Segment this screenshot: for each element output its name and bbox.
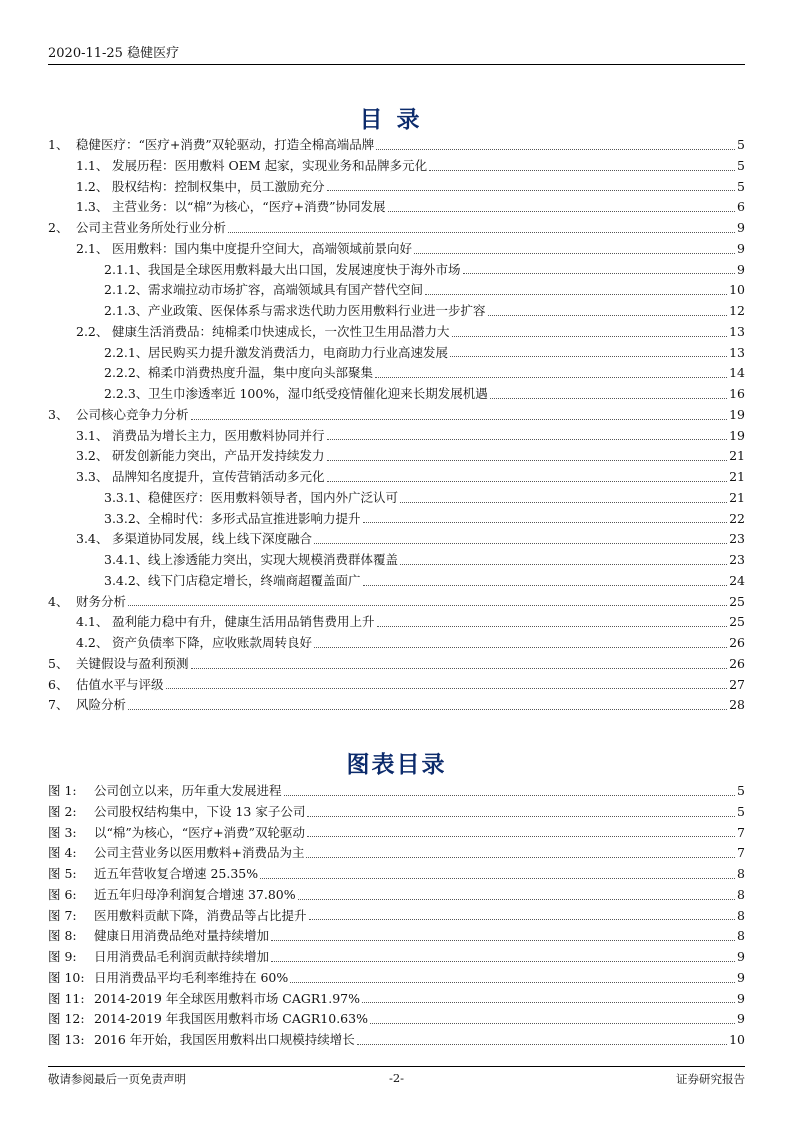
figure-entry-number: 图 3:	[48, 824, 77, 840]
figure-entry-page: 8	[737, 907, 745, 923]
toc-entry-number: 5、	[48, 655, 69, 671]
figure-entry[interactable]	[48, 1030, 745, 1051]
toc-entry-text: 健康生活消费品：纯棉柔巾快速成长，一次性卫生用品潜力大	[112, 323, 450, 339]
toc-entry[interactable]	[48, 363, 745, 384]
dot-leader	[357, 1044, 727, 1045]
figure-entry-text: 近五年营收复合增速 25.35%	[94, 866, 259, 882]
toc-entry-page: 22	[729, 510, 745, 526]
dot-leader	[271, 961, 735, 962]
toc-entry-page: 21	[729, 448, 745, 464]
figure-entry-number: 图 4:	[48, 845, 77, 861]
figure-entry-text: 近五年归母净利润复合增速 37.80%	[94, 886, 296, 902]
toc-entry-number: 1.3、	[76, 199, 109, 215]
figure-entry-text: 2014-2019 年全球医用敷料市场 CAGR1.97%	[94, 990, 360, 1006]
toc-entry[interactable]	[48, 467, 745, 488]
toc-entry-number: 3.3.2、	[104, 510, 149, 526]
toc-entry[interactable]	[48, 592, 745, 613]
toc-entry[interactable]	[48, 654, 745, 675]
footer-report-type: 证券研究报告	[676, 1072, 745, 1086]
toc-entry[interactable]	[48, 135, 745, 156]
figure-entry-text: 健康日用消费品绝对量持续增加	[94, 928, 270, 944]
toc-entry-page: 6	[737, 199, 745, 215]
toc-entry[interactable]	[48, 426, 745, 447]
toc-entry-page: 23	[729, 531, 745, 547]
toc-entry-number: 1.1、	[76, 157, 109, 173]
toc-entry[interactable]	[48, 529, 745, 550]
figure-entry[interactable]	[48, 823, 745, 844]
toc-entry-number: 3.3.1、	[104, 489, 149, 505]
toc-entry[interactable]	[48, 218, 745, 239]
figure-entry-text: 公司创立以来，历年重大发展进程	[94, 783, 282, 799]
dot-leader	[488, 315, 728, 316]
figure-entry-text: 日用消费品平均毛利率维持在 60%	[94, 969, 289, 985]
figure-entry[interactable]	[48, 864, 745, 885]
toc-entry-page: 26	[729, 655, 745, 671]
toc-entry-number: 2.2.1、	[104, 344, 149, 360]
figure-entry-page: 5	[737, 803, 745, 819]
toc-list	[48, 135, 745, 716]
toc-entry-text: 资产负债率下降，应收账款周转良好	[112, 635, 313, 651]
dot-leader	[400, 502, 727, 503]
figure-entry-text: 2016 年开始，我国医用敷料出口规模持续增长	[94, 1032, 355, 1048]
toc-entry-page: 5	[737, 178, 745, 194]
figure-entry[interactable]	[48, 885, 745, 906]
dot-leader	[166, 688, 728, 689]
toc-entry-number: 3.4.2、	[104, 572, 149, 588]
toc-entry-text: 全棉时代：多形式品宣推进影响力提升	[148, 510, 361, 526]
dot-leader	[298, 899, 735, 900]
dot-leader	[452, 336, 728, 337]
toc-entry[interactable]	[48, 446, 745, 467]
toc-entry-text: 主营业务：以“棉”为核心，“医疗+消费”协同发展	[112, 199, 386, 215]
figure-entry-page: 10	[729, 1032, 745, 1048]
toc-entry[interactable]	[48, 260, 745, 281]
toc-entry-page: 12	[729, 303, 745, 319]
figure-entry-text: 公司股权结构集中，下设 13 家子公司	[94, 803, 306, 819]
dot-leader	[429, 170, 735, 171]
dot-leader	[284, 795, 736, 796]
toc-entry-text: 风险分析	[76, 697, 127, 713]
toc-entry-page: 21	[729, 469, 745, 485]
dot-leader	[376, 149, 735, 150]
toc-entry-text: 关键假设与盈利预测	[76, 655, 189, 671]
toc-entry-text: 稳健医疗：“医疗+消费”双轮驱动，打造全棉高端品牌	[76, 137, 375, 153]
toc-entry-number: 2.1.1、	[104, 261, 149, 277]
figure-entry[interactable]	[48, 781, 745, 802]
dot-leader	[490, 398, 727, 399]
figure-entry-number: 图 6:	[48, 886, 77, 902]
page-number: -2-	[388, 1071, 405, 1085]
figure-entry[interactable]	[48, 968, 745, 989]
footer-divider	[48, 1066, 745, 1067]
figure-entry[interactable]	[48, 989, 745, 1010]
figure-entry[interactable]	[48, 906, 745, 927]
dot-leader	[314, 543, 727, 544]
toc-entry-text: 医用敷料：国内集中度提升空间大，高端领域前景向好	[112, 240, 413, 256]
figure-entry-number: 图 8:	[48, 928, 77, 944]
toc-entry-number: 2.1.3、	[104, 303, 149, 319]
toc-entry[interactable]	[48, 177, 745, 198]
toc-entry-number: 2、	[48, 220, 69, 236]
toc-entry[interactable]	[48, 550, 745, 571]
toc-entry[interactable]	[48, 280, 745, 301]
figure-entry-number: 图 1:	[48, 783, 77, 799]
toc-entry[interactable]	[48, 695, 745, 716]
toc-entry-page: 26	[729, 635, 745, 651]
toc-entry-text: 线下门店稳定增长，终端商超覆盖面广	[148, 572, 361, 588]
dot-leader	[363, 522, 728, 523]
toc-entry[interactable]	[48, 488, 745, 509]
toc-entry-page: 13	[729, 344, 745, 360]
figure-list	[48, 781, 745, 1051]
toc-entry-page: 24	[729, 572, 745, 588]
toc-entry-number: 2.1.2、	[104, 282, 149, 298]
toc-entry[interactable]	[48, 343, 745, 364]
dot-leader	[327, 439, 728, 440]
dot-leader	[388, 211, 736, 212]
toc-entry[interactable]	[48, 571, 745, 592]
dot-leader	[309, 919, 736, 920]
toc-entry-number: 3.4.1、	[104, 552, 149, 568]
dot-leader	[307, 836, 735, 837]
toc-entry-number: 3.4、	[76, 531, 109, 547]
toc-entry-number: 7、	[48, 697, 69, 713]
toc-entry-page: 13	[729, 323, 745, 339]
toc-entry[interactable]	[48, 405, 745, 426]
toc-entry[interactable]	[48, 675, 745, 696]
figure-entry-page: 5	[737, 783, 745, 799]
toc-entry-page: 5	[737, 137, 745, 153]
toc-entry-page: 19	[729, 406, 745, 422]
figure-entry-number: 图 9:	[48, 949, 77, 965]
dot-leader	[306, 857, 735, 858]
dot-leader	[128, 709, 727, 710]
dot-leader	[191, 419, 728, 420]
figure-entry-number: 图 10:	[48, 969, 85, 985]
figure-entry-text: 以“棉”为核心，“医疗+消费”双轮驱动	[94, 824, 306, 840]
toc-entry[interactable]	[48, 322, 745, 343]
figure-entry-number: 图 11:	[48, 990, 85, 1006]
figure-entry[interactable]	[48, 802, 745, 823]
dot-leader	[260, 878, 735, 879]
toc-entry-page: 16	[729, 386, 745, 402]
dot-leader	[307, 816, 735, 817]
toc-entry-text: 产业政策、医保体系与需求迭代助力医用敷料行业进一步扩容	[148, 303, 486, 319]
figure-entry-text: 2014-2019 年我国医用敷料市场 CAGR10.63%	[94, 1011, 368, 1027]
figure-entry-number: 图 13:	[48, 1032, 85, 1048]
toc-entry-number: 1.2、	[76, 178, 109, 194]
dot-leader	[327, 190, 736, 191]
toc-entry-page: 28	[729, 697, 745, 713]
dot-leader	[450, 356, 727, 357]
toc-entry-page: 25	[729, 593, 745, 609]
toc-entry[interactable]	[48, 384, 745, 405]
toc-entry-number: 1、	[48, 137, 69, 153]
header-divider	[48, 64, 745, 65]
toc-entry-text: 股权结构：控制权集中，员工激励充分	[112, 178, 325, 194]
toc-entry-page: 27	[729, 676, 745, 692]
figure-entry-text: 医用敷料贡献下降，消费品等占比提升	[94, 907, 307, 923]
toc-entry-text: 公司主营业务所处行业分析	[76, 220, 227, 236]
toc-entry-text: 线上渗透能力突出，实现大规模消费群体覆盖	[148, 552, 399, 568]
figure-entry-number: 图 12:	[48, 1011, 85, 1027]
toc-entry-text: 需求端拉动市场扩容，高端领域具有国产替代空间	[148, 282, 424, 298]
toc-entry-number: 2.2.2、	[104, 365, 149, 381]
toc-entry-text: 卫生巾渗透率近 100%，湿巾纸受疫情催化迎来长期发展机遇	[148, 386, 488, 402]
toc-entry[interactable]	[48, 301, 745, 322]
toc-entry-number: 3、	[48, 406, 69, 422]
toc-entry-text: 棉柔巾消费热度升温，集中度向头部聚集	[148, 365, 374, 381]
toc-entry-number: 2.2、	[76, 323, 109, 339]
figure-entry-page: 8	[737, 928, 745, 944]
toc-entry-number: 3.2、	[76, 448, 109, 464]
dot-leader	[128, 605, 727, 606]
dot-leader	[375, 377, 727, 378]
toc-entry-number: 4、	[48, 593, 69, 609]
toc-entry-text: 多渠道协同发展，线上线下深度融合	[112, 531, 313, 547]
dot-leader	[271, 940, 735, 941]
toc-entry-page: 25	[729, 614, 745, 630]
dot-leader	[370, 1023, 735, 1024]
figure-entry-page: 8	[737, 866, 745, 882]
toc-entry-page: 19	[729, 427, 745, 443]
toc-entry-page: 14	[729, 365, 745, 381]
toc-entry-number: 3.3、	[76, 469, 109, 485]
figure-entry-page: 8	[737, 886, 745, 902]
toc-entry[interactable]	[48, 509, 745, 530]
toc-entry-page: 9	[737, 261, 745, 277]
toc-entry-text: 品牌知名度提升，宣传营销活动多元化	[112, 469, 325, 485]
dot-leader	[400, 564, 727, 565]
dot-leader	[463, 273, 736, 274]
toc-entry[interactable]	[48, 197, 745, 218]
dot-leader	[191, 668, 728, 669]
toc-entry-page: 23	[729, 552, 745, 568]
figure-entry-text: 日用消费品毛利润贡献持续增加	[94, 949, 270, 965]
toc-entry-page: 5	[737, 157, 745, 173]
figure-entry-number: 图 5:	[48, 866, 77, 882]
dot-leader	[377, 626, 728, 627]
toc-entry[interactable]	[48, 612, 745, 633]
figure-entry-page: 9	[737, 1011, 745, 1027]
figure-entry[interactable]	[48, 1009, 745, 1030]
figure-entry-number: 图 7:	[48, 907, 77, 923]
toc-entry-number: 2.2.3、	[104, 386, 149, 402]
toc-entry-text: 盈利能力稳中有升，健康生活用品销售费用上升	[112, 614, 375, 630]
toc-entry[interactable]	[48, 633, 745, 654]
header-date-company: 2020-11-25 稳健医疗	[48, 46, 180, 61]
figure-entry-page: 7	[737, 845, 745, 861]
toc-entry-page: 9	[737, 220, 745, 236]
toc-entry-number: 4.1、	[76, 614, 109, 630]
figure-entry[interactable]	[48, 843, 745, 864]
toc-entry-number: 6、	[48, 676, 69, 692]
dot-leader	[228, 232, 735, 233]
toc-entry-text: 消费品为增长主力，医用敷料协同并行	[112, 427, 325, 443]
figure-entry-page: 9	[737, 990, 745, 1006]
figure-entry[interactable]	[48, 947, 745, 968]
figure-entry-page: 9	[737, 969, 745, 985]
dot-leader	[414, 253, 735, 254]
toc-entry-page: 21	[729, 489, 745, 505]
dot-leader	[327, 481, 728, 482]
toc-entry-page: 9	[737, 240, 745, 256]
figure-entry-page: 9	[737, 949, 745, 965]
toc-entry-text: 估值水平与评级	[76, 676, 164, 692]
toc-entry-number: 4.2、	[76, 635, 109, 651]
toc-entry-text: 公司核心竞争力分析	[76, 406, 189, 422]
toc-entry-text: 稳健医疗：医用敷料领导者，国内外广泛认可	[148, 489, 399, 505]
toc-title: 目录	[359, 107, 434, 133]
toc-entry[interactable]	[48, 239, 745, 260]
dot-leader	[327, 460, 728, 461]
dot-leader	[425, 294, 727, 295]
figure-list-title: 图表目录	[346, 752, 447, 778]
toc-entry-number: 2.1、	[76, 240, 109, 256]
toc-entry-text: 财务分析	[76, 593, 127, 609]
toc-entry-page: 10	[729, 282, 745, 298]
toc-entry-text: 居民购买力提升激发消费活力，电商助力行业高速发展	[148, 344, 449, 360]
dot-leader	[314, 647, 727, 648]
figure-entry-number: 图 2:	[48, 803, 77, 819]
footer-disclaimer: 敬请参阅最后一页免责声明	[48, 1072, 186, 1086]
toc-entry-number: 3.1、	[76, 427, 109, 443]
toc-entry-text: 发展历程：医用敷料 OEM 起家，实现业务和品牌多元化	[112, 157, 428, 173]
figure-entry[interactable]	[48, 926, 745, 947]
toc-entry[interactable]	[48, 156, 745, 177]
toc-entry-text: 我国是全球医用敷料最大出口国，发展速度快于海外市场	[148, 261, 461, 277]
toc-entry-text: 研发创新能力突出，产品开发持续发力	[112, 448, 325, 464]
dot-leader	[290, 982, 735, 983]
figure-entry-page: 7	[737, 824, 745, 840]
dot-leader	[363, 585, 728, 586]
figure-entry-text: 公司主营业务以医用敷料+消费品为主	[94, 845, 305, 861]
dot-leader	[362, 1002, 735, 1003]
